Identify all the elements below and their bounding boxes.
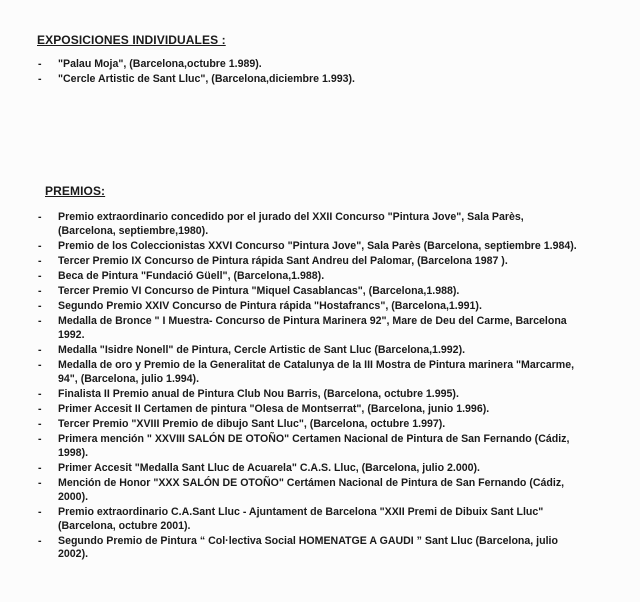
list-item <box>38 344 583 358</box>
premios-heading: PREMIOS: <box>45 184 106 198</box>
list-item <box>38 462 583 476</box>
list-item <box>38 388 583 402</box>
list-item <box>38 418 583 432</box>
premio-text: Segundo Premio XXIV Concurso de Pintura rápida "Hostafrancs", (Barcelona,1.991). <box>58 300 482 313</box>
bullet-dash: - <box>38 300 42 313</box>
list-item <box>38 73 598 87</box>
list-item <box>38 535 583 562</box>
list-item <box>38 285 583 299</box>
bullet-dash: - <box>38 505 42 518</box>
bullet-dash: - <box>38 477 42 490</box>
bullet-dash: - <box>38 462 42 475</box>
bullet-dash: - <box>38 58 42 70</box>
list-item <box>38 58 598 72</box>
exposiciones-list <box>38 58 598 87</box>
premio-text: Medalla de Bronce " I Muestra- Concurso de Pintura Marinera 92", Mare de Deu del Carme, Barcelona 1992. <box>58 315 567 341</box>
premio-text: Premio extraordinario C.A.Sant Lluc - Ajuntament de Barcelona "XXII Premi de Dibuix Sant Lluc" (Barcelona, octubre 2001). <box>58 505 544 532</box>
premio-text: Finalista II Premio anual de Pintura Club Nou Barris, (Barcelona, octubre 1.995). <box>58 387 459 400</box>
list-item <box>38 211 583 238</box>
bullet-dash: - <box>38 285 42 298</box>
bullet-dash: - <box>38 403 42 416</box>
premio-text: Primer Accesit II Certamen de pintura "Olesa de Montserrat", (Barcelona, junio 1.996). <box>58 403 490 416</box>
premio-text: Primer Accesit "Medalla Sant Lluc de Acuarela" C.A.S. Lluc, (Barcelona, julio 2.000). <box>58 462 480 475</box>
premios-list <box>38 211 583 564</box>
premio-text: Premio de los Coleccionistas XXVI Concurso "Pintura Jove", Sala Parès (Barcelona, septiembre 1.984). <box>58 239 577 252</box>
bullet-dash: - <box>38 72 42 85</box>
premio-text: Mención de Honor "XXX SALÓN DE OTOÑO" Certámen Nacional de Pintura de San Fernando (Cádiz, 2000). <box>58 477 565 503</box>
bullet-dash: - <box>38 534 42 547</box>
premio-text: Tercer Premio VI Concurso de Pintura "Miquel Casablancas", (Barcelona,1.988). <box>58 285 460 298</box>
list-item <box>38 477 583 504</box>
bullet-dash: - <box>38 239 42 252</box>
premio-text: Medalla de oro y Premio de la Generalitat de Catalunya de la III Mostra de Pintura marinera "Marcarme, 94", (Barcelona, julio 1.994). <box>58 359 575 385</box>
list-item <box>38 300 583 314</box>
bullet-dash: - <box>38 269 42 282</box>
list-item <box>38 240 583 254</box>
list-item <box>38 315 583 342</box>
list-item <box>38 359 583 386</box>
bullet-dash: - <box>38 254 42 267</box>
bullet-dash: - <box>38 418 42 431</box>
premio-text: Beca de Pintura "Fundació Güell", (Barcelona,1.988). <box>58 269 325 282</box>
premio-text: Tercer Premio IX Concurso de Pintura rápida Sant Andreu del Palomar, (Barcelona 1987 ). <box>58 254 508 267</box>
bullet-dash: - <box>38 387 42 400</box>
exposiciones-heading: EXPOSICIONES INDIVIDUALES : <box>37 33 226 47</box>
exposicion-text: "Cercle Artistic de Sant Lluc", (Barcelona,diciembre 1.993). <box>58 72 355 85</box>
list-item <box>38 433 583 460</box>
list-item <box>38 506 583 533</box>
bullet-dash: - <box>38 433 42 446</box>
premio-text: Primera mención " XXVIII SALÓN DE OTOÑO" Certamen Nacional de Pintura de San Fernando (Cádiz, 1998). <box>58 433 570 459</box>
bullet-dash: - <box>38 315 42 328</box>
premio-text: Medalla "Isidre Nonell" de Pintura, Cercle Artistic de Sant Lluc (Barcelona,1.992). <box>58 344 466 357</box>
list-item <box>38 403 583 417</box>
list-item <box>38 270 583 284</box>
exposicion-text: "Palau Moja", (Barcelona,octubre 1.989). <box>58 58 262 70</box>
premio-text: Segundo Premio de Pintura “ Col·lectiva Social HOMENATGE A GAUDI ” Sant Lluc (Barcelona, julio 2002). <box>58 534 558 561</box>
bullet-dash: - <box>38 359 42 372</box>
list-item <box>38 255 583 269</box>
bullet-dash: - <box>38 211 42 223</box>
bullet-dash: - <box>38 344 42 357</box>
premio-text: Tercer Premio "XVIII Premio de dibujo Sant Lluc", (Barcelona, octubre 1.997). <box>58 418 446 431</box>
premio-text: Premio extraordinario concedido por el jurado del XXII Concurso "Pintura Jove", Sala Parès, (Barcelona, septiembre,1980). <box>58 211 524 237</box>
